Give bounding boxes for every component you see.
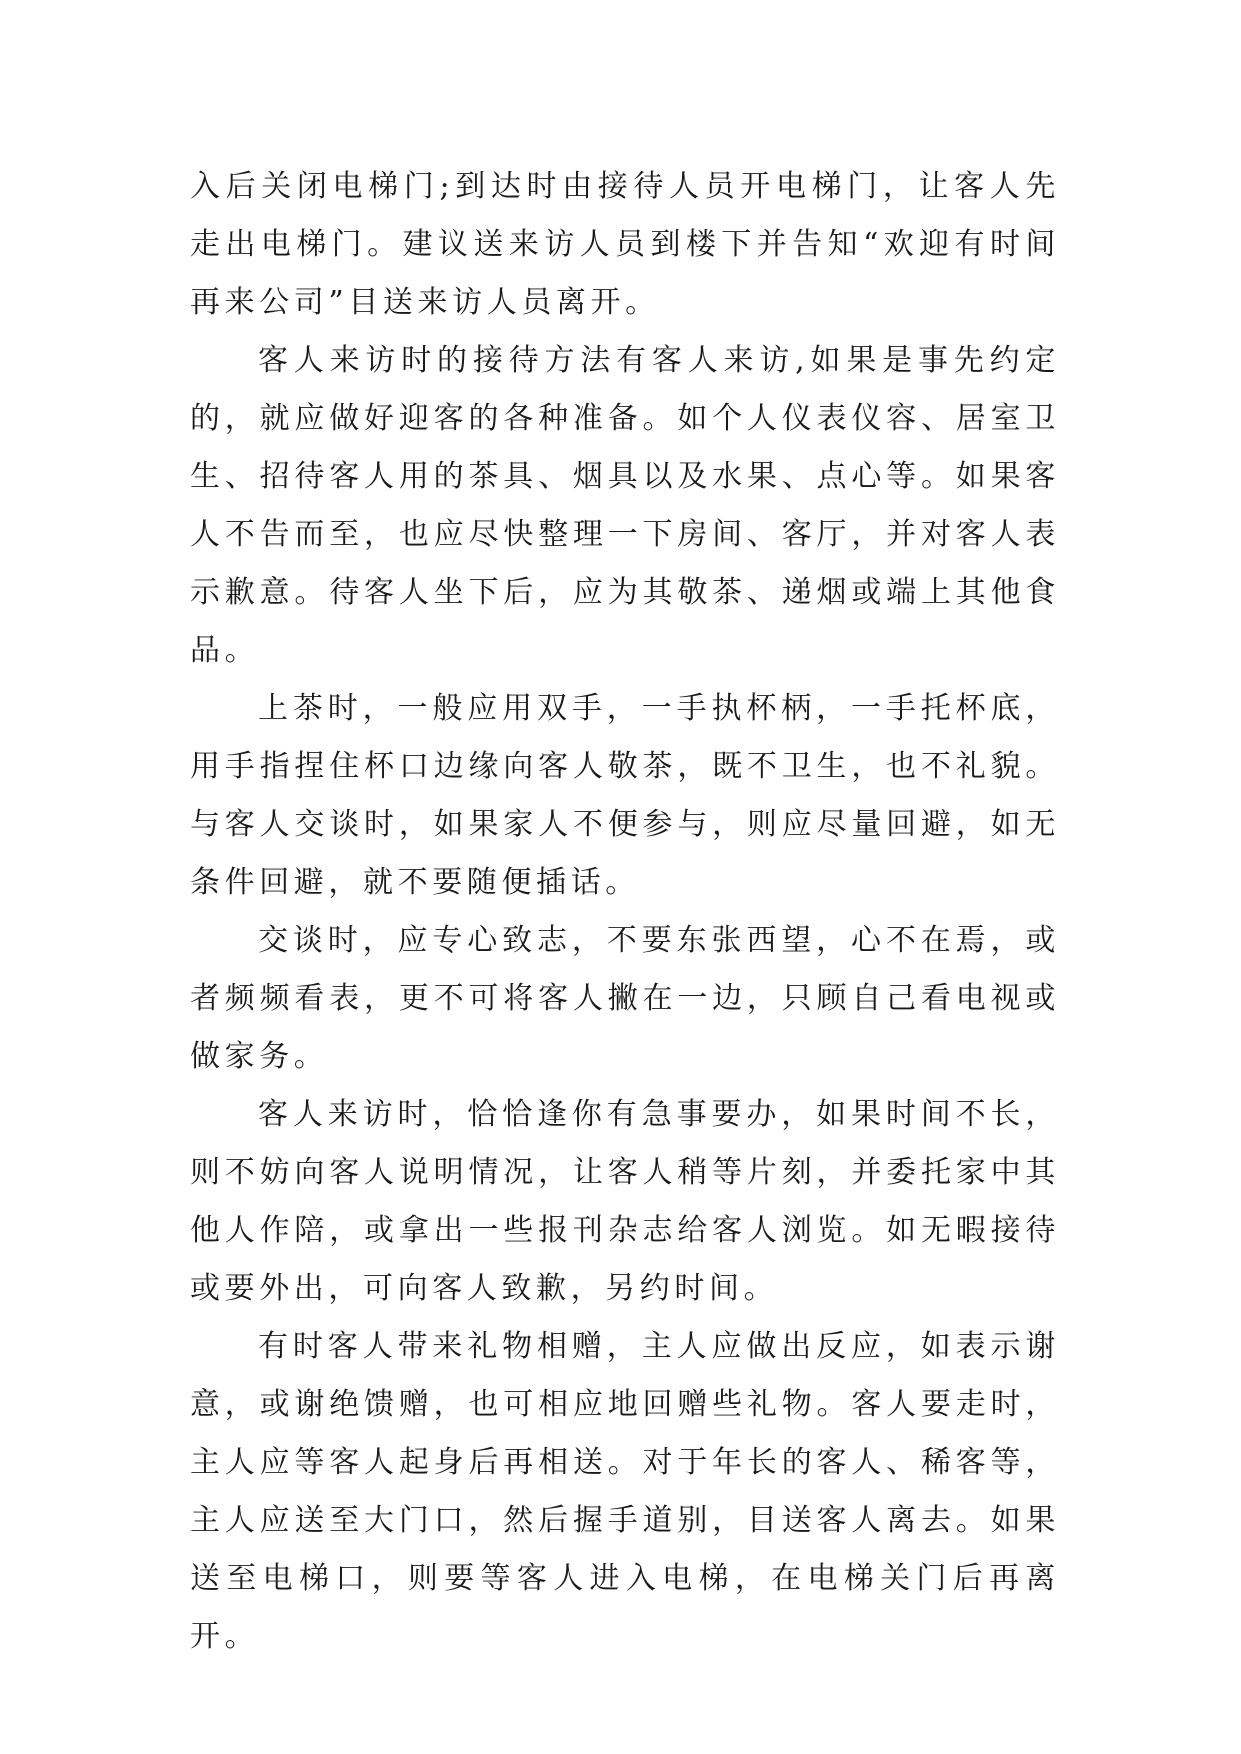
paragraph-gifts-farewell: 有时客人带来礼物相赠，主人应做出反应，如表示谢意，或谢绝馈赠，也可相应地回赠些礼物。客人要走时，主人应等客人起身后再相送。对于年长的客人、稀客等，主人应送至大门口，然后握手道别，目送客人离去。如果送至电梯口，则要等客人进入电梯，在电梯关门后再离开。 <box>190 1329 1060 1654</box>
paragraph-conversation: 交谈时，应专心致志，不要东张西望，心不在焉，或者频频看表，更不可将客人撇在一边，只顾自己看电视或做家务。 <box>190 923 1060 1074</box>
paragraph-serving-tea: 上茶时，一般应用双手，一手执杯柄，一手托杯底，用手指捏住杯口边缘向客人敬茶，既不卫生，也不礼貌。与客人交谈时，如果家人不便参与，则应尽量回避，如无条件回避，就不要随便插话。 <box>190 691 1060 900</box>
paragraph-urgent-matters: 客人来访时，恰恰逢你有急事要办，如果时间不长，则不妨向客人说明情况，让客人稍等片刻，并委托家中其他人作陪，或拿出一些报刊杂志给客人浏览。如无暇接待或要外出，可向客人致歉，另约时间。 <box>190 1097 1060 1306</box>
document-body <box>190 158 1060 1666</box>
paragraph-continuation: 入后关闭电梯门;到达时由接待人员开电梯门，让客人先走出电梯门。建议送来访人员到楼下并告知“欢迎有时间再来公司”目送来访人员离开。 <box>190 169 1060 320</box>
paragraph-reception-method: 客人来访时的接待方法有客人来访,如果是事先约定的，就应做好迎客的各种准备。如个人仪表仪容、居室卫生、招待客人用的茶具、烟具以及水果、点心等。如果客人不告而至，也应尽快整理一下房间、客厅，并对客人表示歉意。待客人坐下后，应为其敬茶、递烟或端上其他食品。 <box>190 343 1060 668</box>
